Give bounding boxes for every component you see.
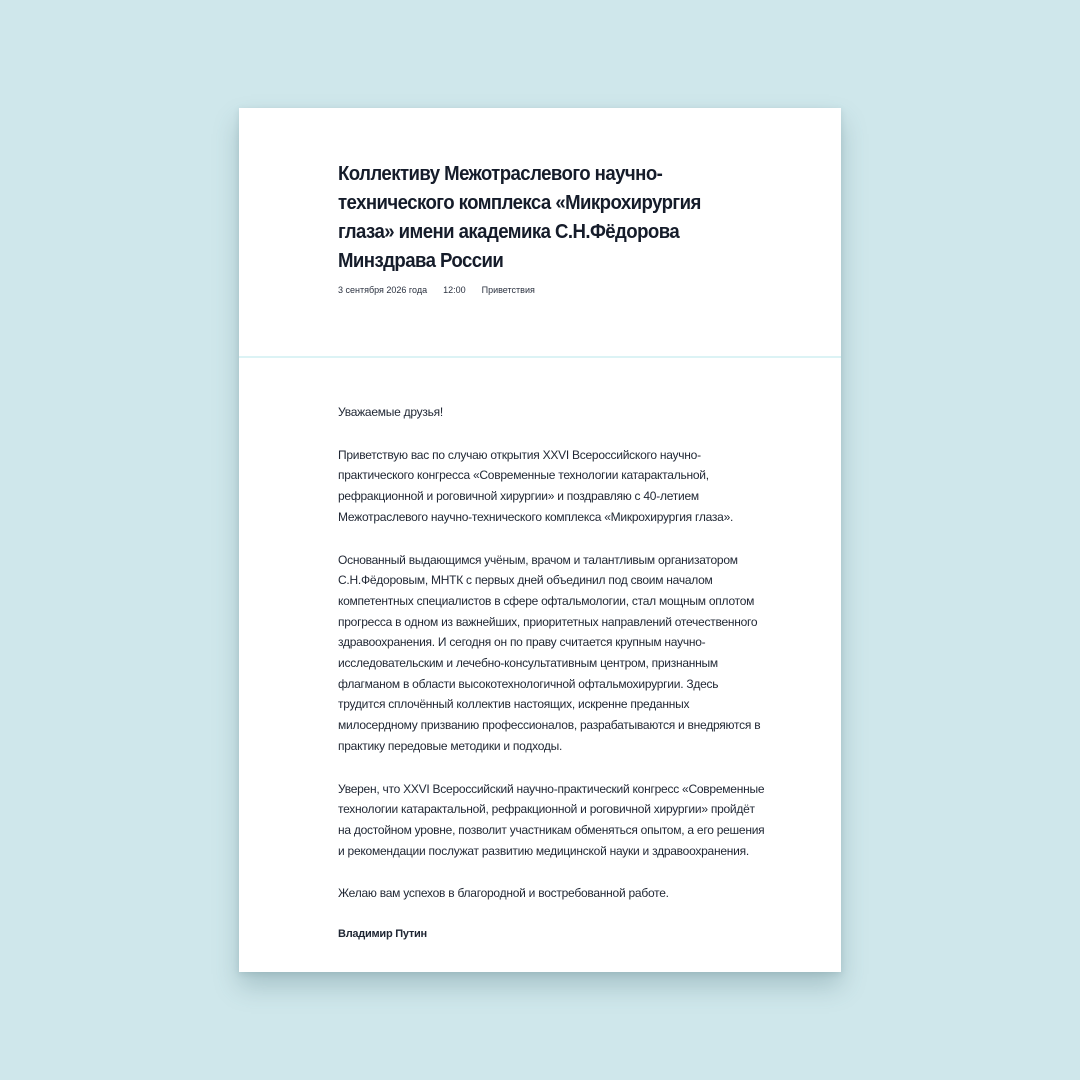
page-title: Коллективу Межотраслевого научно-технического комплекса «Микрохирургия глаза» имени академика С.Н.Фёдорова Минздрава России [338, 163, 701, 272]
paragraph-4: Желаю вам успехов в благородной и востребованной работе. [338, 886, 669, 901]
meta-row [338, 284, 551, 296]
paragraph-3: Уверен, что XXVI Всероссийский научно-практический конгресс «Современные технологии катарактальной, рефракционной и роговичной хирургии» пройдёт на достойном уровне, позволит участникам обменяться опытом, а его решения и рекомендации послужат развитию медицинской науки и здравоохранения. [338, 781, 765, 858]
publish-time: 12:00 [443, 285, 466, 295]
paragraph-2: Основанный выдающимся учёным, врачом и талантливым организатором С.Н.Фёдоровым, МНТК с первых дней объединил под своим началом компетентных специалистов в сфере офтальмологии, стал мощным оплотом прогресса в одном из важнейших, приоритетных направлений отечественного здравоохранения. И сегодня он по праву считается крупным научно-исследовательским и лечебно-консультативным центром, признанным флагманом в области высокотехнологичной офтальмохирургии. Здесь трудится сплочённый коллектив настоящих, искренне преданных милосердному призванию профессионалов, разрабатываются и внедряются в практику передовые методики и подходы. [338, 552, 761, 753]
greeting: Уважаемые друзья! [338, 405, 443, 419]
document-header [239, 108, 841, 356]
document-sheet [239, 108, 841, 972]
publish-date: 3 сентября 2026 года [338, 285, 428, 295]
category-link[interactable]: Приветствия [481, 285, 535, 295]
paragraph-1: Приветствую вас по случаю открытия XXVI Всероссийского научно-практического конгресса «Современные технологии катарактальной, рефракционной и роговичной хирургии» и поздравляю с 40-летием Межотраслевого научно-технического комплекса «Микрохирургия глаза». [338, 447, 734, 524]
signature: Владимир Путин [338, 928, 427, 941]
header-divider [239, 356, 841, 358]
document-body [338, 402, 768, 967]
